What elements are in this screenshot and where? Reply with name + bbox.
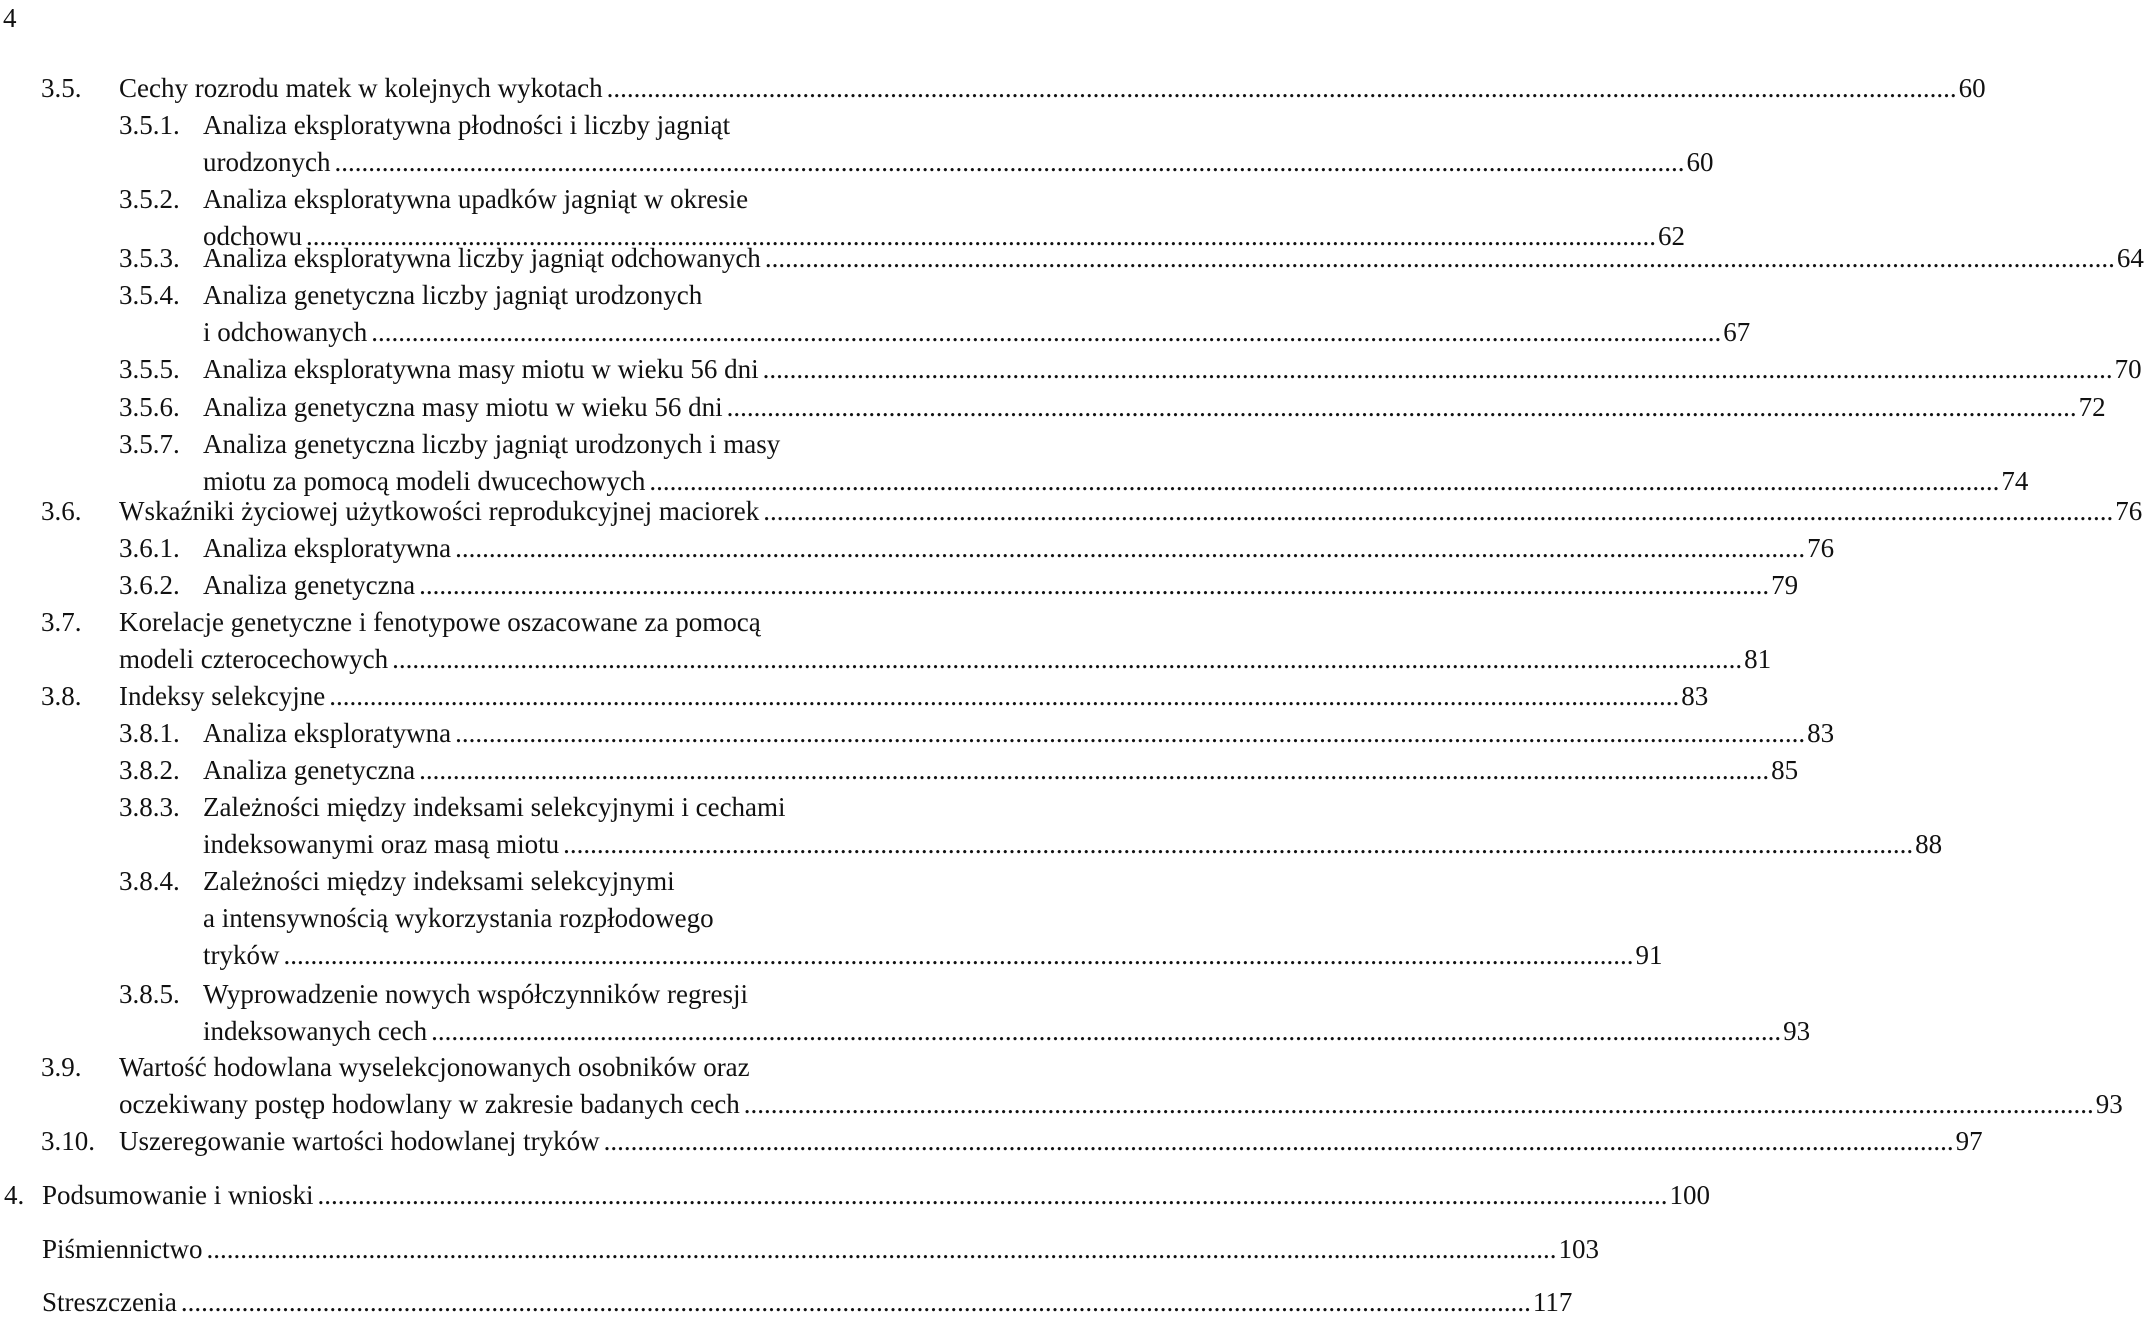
toc-entry-title: Analiza genetyczna bbox=[203, 755, 416, 785]
toc-entry-title: miotu za pomocą modeli dwucechowych bbox=[203, 466, 646, 496]
dot-leader: ........................................................................................................................................................................................................ bbox=[603, 1126, 1954, 1156]
dot-leader: ........................................................................................................................................................................................................ bbox=[305, 221, 1656, 251]
toc-entry-page[interactable]: 76 bbox=[1807, 533, 1835, 563]
toc-entry-number: 3.8.5. bbox=[119, 979, 180, 1009]
toc-entry-title: Zależności między indeksami selekcyjnymi bbox=[203, 866, 675, 896]
toc-entry-line bbox=[119, 976, 748, 1012]
toc-entry-number: 3.6. bbox=[41, 496, 82, 526]
toc-entry-title: Cechy rozrodu matek w kolejnych wykotach bbox=[119, 73, 603, 103]
toc-entry-title: odchowu bbox=[203, 221, 302, 251]
dot-leader: ........................................................................................................................................................................................................ bbox=[743, 1089, 2094, 1119]
dot-leader: ........................................................................................................................................................................................................ bbox=[431, 1016, 1782, 1046]
toc-entry-line bbox=[41, 1123, 1983, 1159]
toc-entry-title: Analiza eksploratywna płodności i liczby jagniąt bbox=[203, 110, 731, 140]
dot-leader: ........................................................................................................................................................................................................ bbox=[334, 147, 1685, 177]
toc-entry-line bbox=[119, 641, 1772, 677]
toc-entry-line bbox=[41, 493, 2143, 529]
toc-entry-line bbox=[119, 389, 2106, 425]
toc-entry-line bbox=[203, 314, 1751, 350]
toc-entry-page[interactable]: 67 bbox=[1723, 317, 1751, 347]
toc-entry-title: Uszeregowanie wartości hodowlanej tryków bbox=[119, 1126, 600, 1156]
toc-entry-number: 3.8.2. bbox=[119, 755, 180, 785]
dot-leader: ........................................................................................................................................................................................................ bbox=[726, 392, 2077, 422]
dot-leader: ........................................................................................................................................................................................................ bbox=[392, 644, 1743, 674]
toc-entry-line bbox=[119, 567, 1799, 603]
toc-entry-line bbox=[203, 144, 1714, 180]
toc-entry-page[interactable]: 79 bbox=[1771, 570, 1799, 600]
toc-entry-number: 3.6.1. bbox=[119, 533, 180, 563]
toc-entry-number: 3.9. bbox=[41, 1052, 82, 1082]
toc-entry-page[interactable]: 72 bbox=[2078, 392, 2106, 422]
toc-entry-title: Podsumowanie i wnioski bbox=[42, 1180, 314, 1210]
toc-entry-title: tryków bbox=[203, 940, 280, 970]
dot-leader: ........................................................................................................................................................................................................ bbox=[606, 73, 1957, 103]
toc-entry-line bbox=[203, 826, 1943, 862]
dot-leader: ........................................................................................................................................................................................................ bbox=[762, 354, 2113, 384]
toc-entry-title: oczekiwany postęp hodowlany w zakresie badanych cech bbox=[119, 1089, 740, 1119]
toc-entry-line bbox=[119, 181, 749, 217]
toc-entry-line bbox=[41, 1049, 750, 1085]
dot-leader: ........................................................................................................................................................................................................ bbox=[563, 829, 1914, 859]
toc-entry-line bbox=[119, 426, 781, 462]
toc-entry-line bbox=[203, 1013, 1811, 1049]
toc-entry-title: a intensywnością wykorzystania rozpłodowego bbox=[203, 903, 714, 933]
dot-leader: ........................................................................................................................................................................................................ bbox=[371, 317, 1722, 347]
toc-entry-number: 4. bbox=[4, 1180, 25, 1210]
dot-leader: ........................................................................................................................................................................................................ bbox=[455, 533, 1806, 563]
dot-leader: ........................................................................................................................................................................................................ bbox=[763, 496, 2114, 526]
toc-entry-page[interactable]: 97 bbox=[1955, 1126, 1983, 1156]
toc-entry-number: 3.8.3. bbox=[119, 792, 180, 822]
toc-entry-line bbox=[119, 277, 703, 313]
toc-entry-title: Analiza genetyczna liczby jagniąt urodzonych bbox=[203, 280, 703, 310]
toc-entry-number: 3.7. bbox=[41, 607, 82, 637]
toc-entry-page[interactable]: 62 bbox=[1657, 221, 1685, 251]
toc-entry-number: 3.5.4. bbox=[119, 280, 180, 310]
toc-entry-page[interactable]: 100 bbox=[1669, 1180, 1711, 1210]
toc-entry-page[interactable]: 81 bbox=[1744, 644, 1772, 674]
toc-entry-number: 3.5. bbox=[41, 73, 82, 103]
toc-entry-title: Piśmiennictwo bbox=[42, 1234, 203, 1264]
toc-entry-line bbox=[203, 937, 1663, 973]
toc-entry-page[interactable]: 93 bbox=[2095, 1089, 2123, 1119]
toc-entry-page[interactable]: 64 bbox=[2116, 243, 2144, 273]
toc-entry-line bbox=[119, 752, 1799, 788]
toc-entry-page[interactable]: 88 bbox=[1915, 829, 1943, 859]
toc-entry-title: Analiza eksploratywna masy miotu w wieku 56 dni bbox=[203, 354, 759, 384]
dot-leader: ........................................................................................................................................................................................................ bbox=[317, 1180, 1668, 1210]
toc-entry-title: indeksowanych cech bbox=[203, 1016, 428, 1046]
toc-entry-number: 3.5.7. bbox=[119, 429, 180, 459]
toc-entry-title: Indeksy selekcyjne bbox=[119, 681, 326, 711]
toc-entry-title: Analiza eksploratywna bbox=[203, 718, 452, 748]
toc-entry-page[interactable]: 103 bbox=[1558, 1234, 1599, 1264]
dot-leader: ........................................................................................................................................................................................................ bbox=[329, 681, 1680, 711]
toc-entry-line bbox=[41, 70, 1986, 106]
toc-entry-title: Analiza genetyczna masy miotu w wieku 56 dni bbox=[203, 392, 723, 422]
toc-entry-number: 3.8. bbox=[41, 681, 82, 711]
toc-entry-page[interactable]: 76 bbox=[2115, 496, 2143, 526]
toc-entry-title: i odchowanych bbox=[203, 317, 368, 347]
page-number: 4 bbox=[3, 3, 17, 33]
toc-entry-line bbox=[119, 351, 2142, 387]
toc-entry-page[interactable]: 74 bbox=[2001, 466, 2029, 496]
toc-entry-page[interactable]: 83 bbox=[1681, 681, 1709, 711]
toc-entry-title: Korelacje genetyczne i fenotypowe oszacowane za pomocą bbox=[119, 607, 761, 637]
toc-entry-number: 3.5.2. bbox=[119, 184, 180, 214]
toc-entry-page[interactable]: 60 bbox=[1686, 147, 1714, 177]
toc-entry-line bbox=[203, 900, 714, 936]
toc-entry-line bbox=[119, 715, 1835, 751]
toc-entry-line bbox=[41, 678, 1709, 714]
toc-entry-number: 3.8.1. bbox=[119, 718, 180, 748]
dot-leader: ........................................................................................................................................................................................................ bbox=[764, 243, 2115, 273]
toc-entry-title: Wyprowadzenie nowych współczynników regresji bbox=[203, 979, 748, 1009]
toc-entry-title: Analiza eksploratywna bbox=[203, 533, 452, 563]
toc-entry-title: Streszczenia bbox=[42, 1287, 177, 1317]
toc-entry-page[interactable]: 117 bbox=[1532, 1287, 1573, 1317]
toc-entry-line bbox=[119, 240, 2144, 276]
toc-entry-title: Analiza genetyczna bbox=[203, 570, 416, 600]
toc-entry-title: Zależności między indeksami selekcyjnymi i cechami bbox=[203, 792, 786, 822]
toc-entry-line bbox=[119, 530, 1835, 566]
toc-entry-page[interactable]: 91 bbox=[1635, 940, 1663, 970]
toc-entry-page[interactable]: 93 bbox=[1783, 1016, 1811, 1046]
toc-entry-title: Wartość hodowlana wyselekcjonowanych osobników oraz bbox=[119, 1052, 750, 1082]
toc-entry-page[interactable]: 83 bbox=[1807, 718, 1835, 748]
toc-entry-title: Analiza genetyczna liczby jagniąt urodzonych i masy bbox=[203, 429, 781, 459]
toc-entry-title: Wskaźniki życiowej użytkowości reprodukcyjnej maciorek bbox=[119, 496, 760, 526]
toc-entry-page[interactable]: 70 bbox=[2114, 354, 2142, 384]
toc-entry-page[interactable]: 60 bbox=[1958, 73, 1986, 103]
toc-entry-line bbox=[42, 1284, 1573, 1320]
toc-entry-number: 3.6.2. bbox=[119, 570, 180, 600]
toc-entry-number: 3.5.5. bbox=[119, 354, 180, 384]
toc-entry-line bbox=[119, 789, 786, 825]
toc-entry-title: indeksowanymi oraz masą miotu bbox=[203, 829, 560, 859]
toc-entry-line bbox=[119, 1086, 2123, 1122]
toc-entry-line bbox=[119, 107, 731, 143]
dot-leader: ........................................................................................................................................................................................................ bbox=[419, 570, 1770, 600]
dot-leader: ........................................................................................................................................................................................................ bbox=[419, 755, 1770, 785]
toc-entry-title: modeli czterocechowych bbox=[119, 644, 389, 674]
toc-entry-title: Analiza eksploratywna liczby jagniąt odchowanych bbox=[203, 243, 761, 273]
dot-leader: ........................................................................................................................................................................................................ bbox=[283, 940, 1634, 970]
dot-leader: ........................................................................................................................................................................................................ bbox=[455, 718, 1806, 748]
toc-entry-line bbox=[4, 1177, 1711, 1213]
toc-entry-title: Analiza eksploratywna upadków jagniąt w okresie bbox=[203, 184, 749, 214]
toc-entry-page[interactable]: 85 bbox=[1771, 755, 1799, 785]
toc-entry-number: 3.5.1. bbox=[119, 110, 180, 140]
toc-entry-line bbox=[42, 1231, 1599, 1267]
dot-leader: ........................................................................................................................................................................................................ bbox=[649, 466, 2000, 496]
toc-entry-line bbox=[119, 863, 675, 899]
toc-entry-number: 3.5.6. bbox=[119, 392, 180, 422]
dot-leader: ........................................................................................................................................................................................................ bbox=[206, 1234, 1557, 1264]
toc-entry-number: 3.5.3. bbox=[119, 243, 180, 273]
dot-leader: ........................................................................................................................................................................................................ bbox=[180, 1287, 1531, 1317]
toc-entry-number: 3.10. bbox=[41, 1126, 95, 1156]
toc-entry-line bbox=[41, 604, 761, 640]
toc-entry-number: 3.8.4. bbox=[119, 866, 180, 896]
toc-entry-title: urodzonych bbox=[203, 147, 331, 177]
